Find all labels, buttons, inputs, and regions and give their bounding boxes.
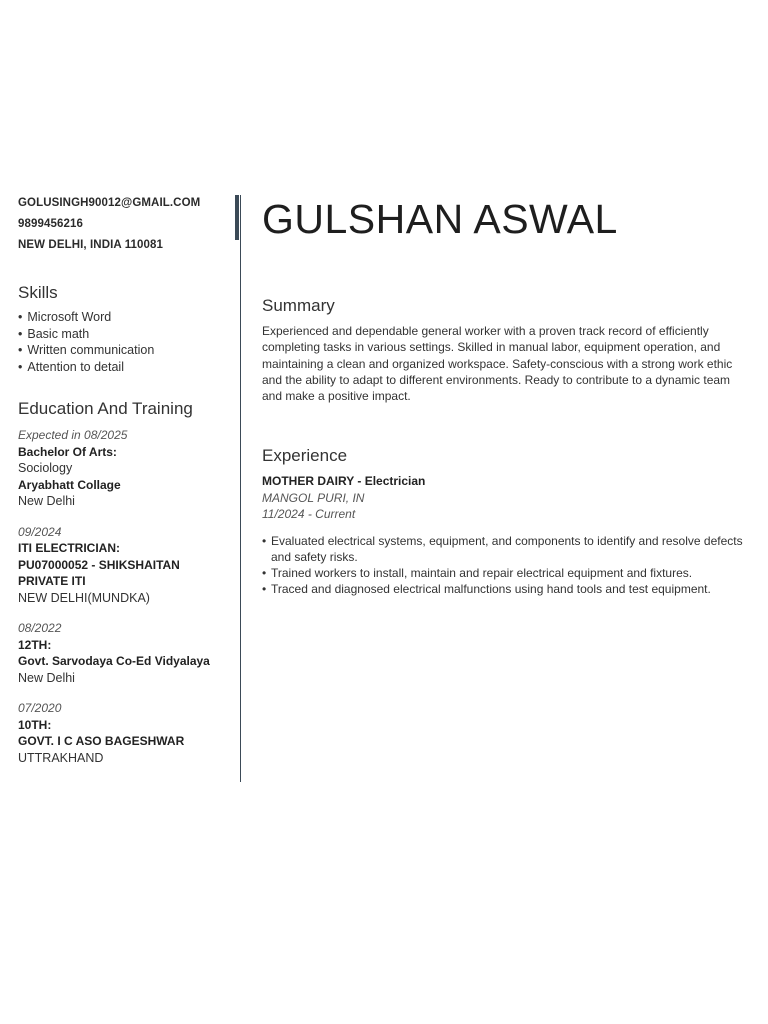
education-date: 07/2020 bbox=[18, 701, 62, 715]
skill-item: • Basic math bbox=[18, 326, 154, 343]
experience-separator: - bbox=[354, 474, 365, 488]
experience-dates: 11/2024 - Current bbox=[262, 507, 356, 521]
experience-role: Electrician bbox=[364, 474, 426, 488]
experience-bullet: • Trained workers to install, maintain and repair electrical equipment and fixtures. bbox=[271, 565, 757, 581]
education-location: NEW DELHI(MUNDKA) bbox=[18, 590, 150, 605]
skills-heading: Skills bbox=[18, 283, 58, 302]
education-date: Expected in 08/2025 bbox=[18, 428, 128, 442]
education-date: 09/2024 bbox=[18, 524, 62, 539]
candidate-name: GULSHAN ASWAL bbox=[262, 196, 618, 242]
education-entry bbox=[18, 700, 233, 766]
column-divider bbox=[240, 195, 241, 782]
education-degree: 10TH: bbox=[18, 717, 52, 732]
skill-item: • Written communication bbox=[18, 342, 154, 359]
experience-bullet: • Traced and diagnosed electrical malfunctions using hand tools and test equipment. bbox=[271, 581, 757, 597]
education-location: New Delhi bbox=[18, 670, 75, 685]
education-school: Govt. Sarvodaya Co-Ed Vidyalaya bbox=[18, 654, 210, 668]
sidebar bbox=[18, 193, 233, 765]
education-degree: ITI ELECTRICIAN: bbox=[18, 541, 120, 555]
contact-email: GOLUSINGH90012@GMAIL.COM bbox=[18, 197, 201, 209]
education-location: New Delhi bbox=[18, 494, 75, 508]
education-school: PU07000052 - SHIKSHAITAN PRIVATE ITI bbox=[18, 557, 180, 588]
experience-heading: Experience bbox=[262, 446, 348, 465]
education-school: Aryabhatt Collage bbox=[18, 477, 121, 492]
education-list bbox=[18, 427, 233, 780]
education-degree: Bachelor Of Arts: bbox=[18, 444, 117, 459]
skill-item: • Microsoft Word bbox=[18, 309, 154, 326]
skills-list bbox=[18, 309, 154, 375]
contact-address: NEW DELHI, INDIA 110081 bbox=[18, 239, 164, 251]
summary-heading: Summary bbox=[262, 296, 335, 315]
experience-title bbox=[262, 473, 757, 490]
education-location: UTTRAKHAND bbox=[18, 750, 104, 765]
skill-item: • Attention to detail bbox=[18, 359, 154, 376]
experience-bullet: • Evaluated electrical systems, equipment, and components to identify and resolve defects and safety risks. bbox=[271, 533, 757, 566]
experience-company: MOTHER DAIRY bbox=[262, 474, 355, 488]
education-heading: Education And Training bbox=[18, 399, 193, 418]
header-accent-bar bbox=[235, 195, 239, 240]
education-degree: 12TH: bbox=[18, 637, 52, 652]
education-date: 08/2022 bbox=[18, 621, 62, 635]
education-field: Sociology bbox=[18, 461, 73, 475]
summary-text: Experienced and dependable general worker with a proven track record of efficiently completing tasks in various settings. Skilled in manual labor, equipment operation, and maintaining a clean and organized workspace. Safety-conscious with a strong work ethic and the ability to adapt to different environments. Ready to contribute to a dynamic team and make a positive impact. bbox=[262, 324, 733, 404]
contact-phone: 9899456216 bbox=[18, 218, 83, 230]
education-entry bbox=[18, 620, 233, 686]
experience-location: MANGOL PURI, IN bbox=[262, 490, 365, 505]
education-entry bbox=[18, 524, 233, 607]
experience-entry bbox=[262, 473, 757, 598]
education-entry bbox=[18, 427, 233, 510]
experience-bullets bbox=[262, 533, 757, 598]
education-school: GOVT. I C ASO BAGESHWAR bbox=[18, 734, 185, 748]
